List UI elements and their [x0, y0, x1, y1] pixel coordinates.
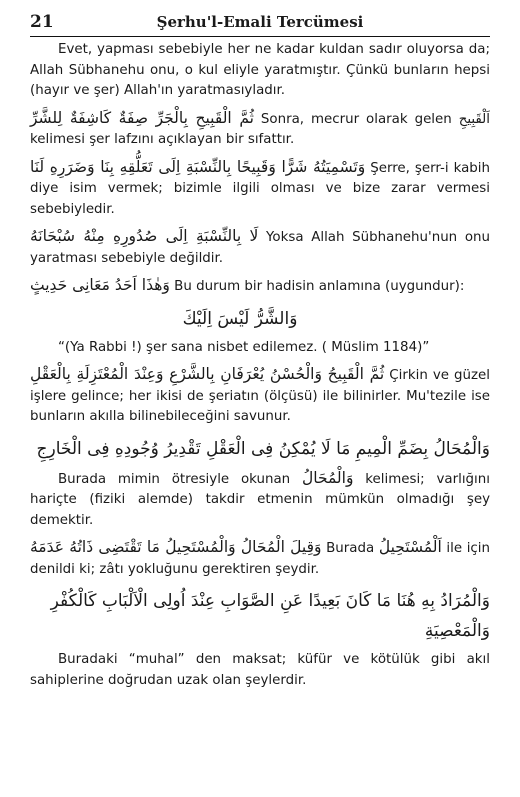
paragraph-9	[30, 468, 490, 532]
arabic-term: وَالْمُحَالُ	[301, 468, 354, 487]
arabic-phrase: ثُمَّ الْقَبِيحِ بِالْجَرِّ صِفَةٌ كَاشِفَةٌ لِلشَّرِّ	[30, 108, 254, 127]
paragraph-text: kelimesi; varlığını hariçte (fiziki alemde) takdir etmenin mümkün olmadığı şey demektir.	[30, 471, 490, 528]
paragraph-text: Çirkin ve güzel işlere gelince; her ikisi de şeriatın (ölçüsü) ile bilinirler. Mu'tezile ise bunların akılla bilinebileceğini savunur.	[30, 368, 490, 424]
running-title: Şerhu'l-Emali Tercümesi	[156, 13, 364, 31]
paragraph-10	[30, 537, 490, 580]
paragraph-text: Şerre, şerr-i kabih diye isim vermek; bizimle ilgili olması ve bize zarar vermesi sebebiyledir.	[30, 160, 490, 217]
arabic-term: اَلْمُسْتَحِيلُ	[378, 538, 442, 556]
paragraph-text: Bu durum bir hadisin anlamına (uygundur):	[174, 279, 465, 294]
arabic-phrase: لَا بِالنِّسْبَةِ اِلَى صُدُورِهِ مِنْهُ سُبْحَانَهُ	[30, 227, 259, 245]
paragraph-text: Yoksa Allah Sübhanehu'nun onu yaratması sebebiyle değildir.	[30, 230, 490, 266]
arabic-phrase: وَتَسْمِيَتُهُ شَرًّا وَقَبِيحًا بِالنِّسْبَةِ اِلَى تَعَلُّقِهِ بِنَا وَضَرَرِهِ لَنَا	[30, 157, 366, 176]
arabic-line-murad: وَالْمُرَادُ بِهِ هُنَا مَا كَانَ بَعِيدًا عَنِ الصَّوَابِ عِنْدَ اُولِى الْاَلْبَابِ كَالْكُفْرِ وَالْمَعْصِيَةِ	[50, 591, 490, 641]
paragraph-3	[30, 157, 490, 221]
arabic-phrase: وَهٰذَا اَحَدُ مَعَانِى حَدِيثٍ	[30, 276, 170, 294]
paragraph-4	[30, 226, 490, 269]
arabic-line-muhal: وَالْمُحَالُ بِضَمِّ الْمِيمِ مَا لَا يُمْكِنُ فِى الْعَقْلِ تَقْدِيرُ وُجُودِهِ فِى الْخَارِجِ	[36, 438, 490, 459]
page-number: 21	[30, 12, 54, 32]
page-header	[30, 12, 490, 34]
page-body	[30, 40, 490, 697]
paragraph-5	[30, 275, 490, 298]
paragraph-7	[30, 364, 490, 428]
header-rule	[30, 36, 490, 37]
paragraph-text: Burada	[326, 541, 375, 556]
hadith-arabic: وَالشَّرُّ لَيْسَ اِلَيْكَ	[182, 308, 298, 329]
paragraph-12: Buradaki “muhal” den maksat; küfür ve kötülük gibi akıl sahiplerine doğrudan uzak olan şeylerdir.	[30, 652, 490, 688]
paragraph-text: Sonra, mecrur olarak gelen اَلْقَبِيحِ kelimesi şer lafzını açıklayan bir sıfattır.	[30, 111, 490, 147]
paragraph-text: Burada mimin ötresiyle okunan	[58, 471, 291, 487]
paragraph-text: ile için denildi ki; zâtı yokluğunu gerektiren şeydir.	[30, 541, 490, 577]
arabic-phrase: ثُمَّ الْقَبِيحُ وَالْحُسْنُ يُعْرَفَانِ بِالشَّرْعِ وَعِنْدَ الْمُعْتَزِلَةِ بِالْعَقْلِ	[30, 365, 385, 383]
paragraph-1: Evet, yapması sebebiyle her ne kadar kuldan sadır oluyorsa da; Allah Sübhanehu onu, o kul eliyle yaratmıştır. Çünkü bunların hepsi (hayır ve şer) Allah'ın yaratmasıyladır.	[30, 42, 490, 98]
hadith-translation: “(Ya Rabbi !) şer sana nisbet edilemez. ( Müslim 1184)”	[58, 339, 430, 355]
paragraph-2	[30, 108, 490, 151]
arabic-phrase: وَقِيلَ الْمُحَالُ وَالْمُسْتَحِيلُ مَا تَقْتَضِى ذَاتُهُ عَدَمَهُ	[30, 538, 322, 556]
